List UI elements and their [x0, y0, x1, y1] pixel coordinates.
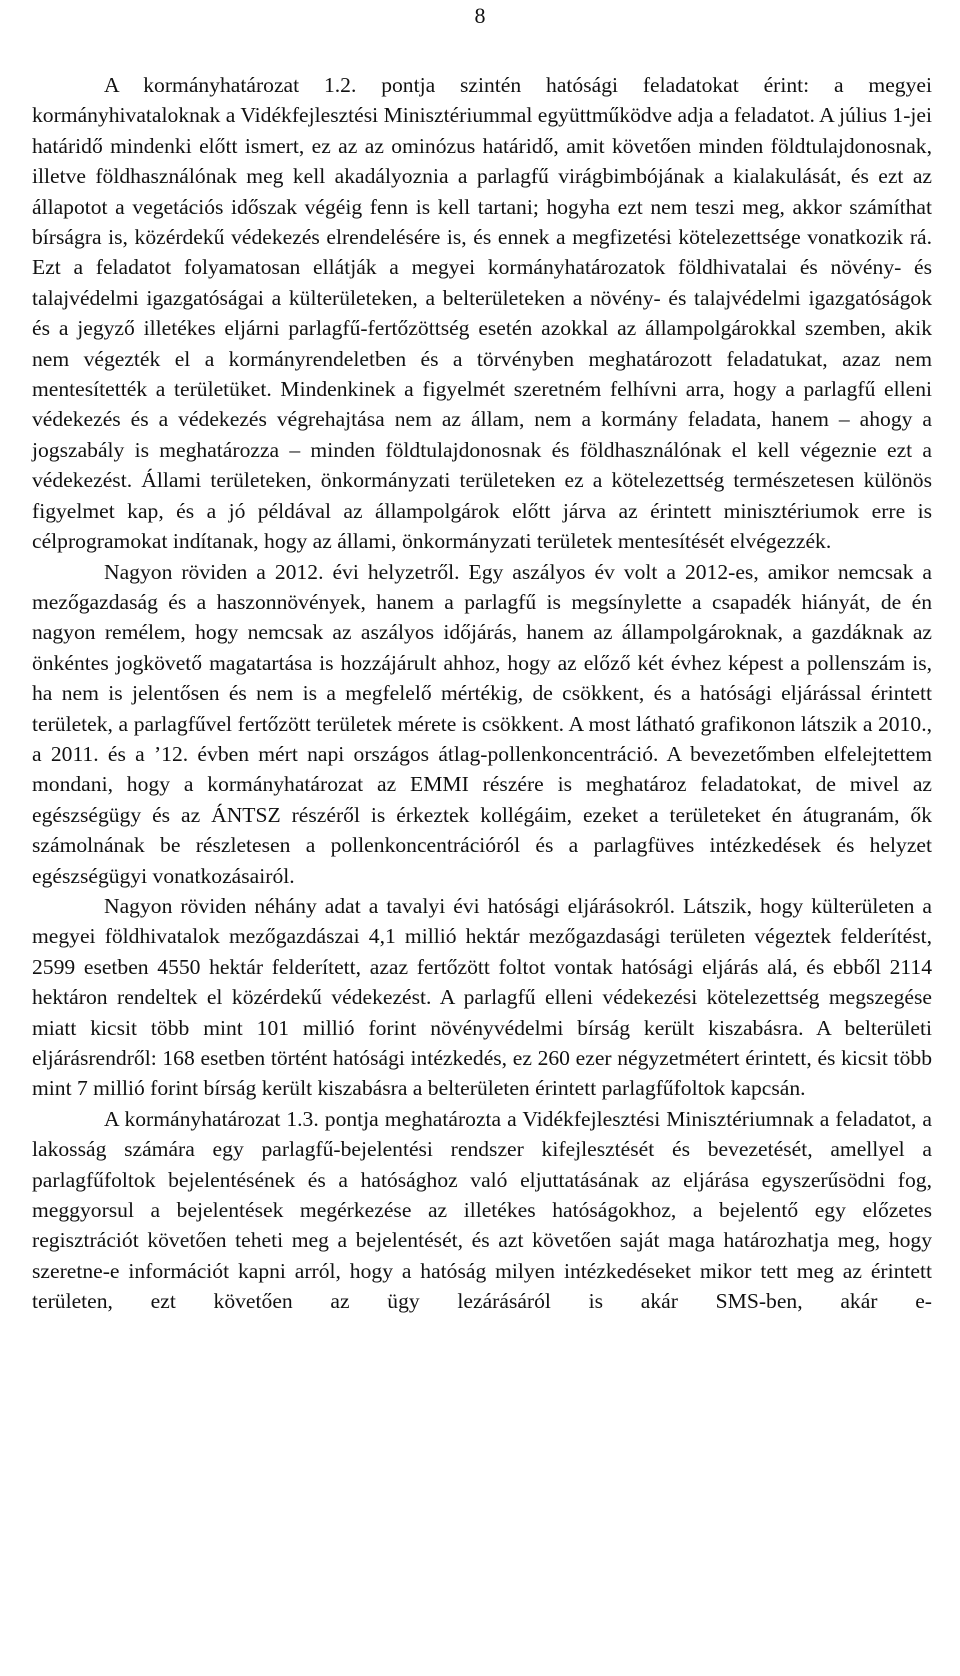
page-number: 8	[474, 3, 486, 28]
paragraph-1: A kormányhatározat 1.2. pontja szintén hatósági feladatokat érint: a megyei kormányhivataloknak a Vidékfejlesztési Minisztériummal együttműködve adja a feladatot. A július 1-jei határidő mindenki előtt ismert, ez az az ominózus határidő, amit követően minden földtulajdonosnak, illetve földhasználónak meg kell akadályoznia a parlagfű virágbimbójának a kialakulását, és ezt az állapotot a vegetációs időszak végéig fenn is kell tartani; hogyha ezt nem teszi meg, akkor számíthat bírságra is, közérdekű védekezés elrendelésére is, és ennek a megfizetési kötelezettsége vonatkozik rá. Ezt a feladatot folyamatosan ellátják a megyei kormányhatározatok földhivatalai és növény- és talajvédelmi igazgatóságai a külterületeken, a belterületeken a növény- és talajvédelmi igazgatóságok és a jegyző illetékes eljárni parlagfű-fertőzöttség esetén azokkal az állampolgárokkal szemben, akik nem végezték el a kormányrendeletben és a törvényben meghatározott feladatukat, azaz nem mentesítették a területüket. Mindenkinek a figyelmét szeretném felhívni arra, hogy a parlagfű elleni védekezés és a védekezés végrehajtása nem az állam, nem a kormány feladata, hanem – ahogy a jogszabály is meghatározza – minden földtulajdonosnak és földhasználónak el kell végeznie ezt a védekezést. Állami területeken, önkormányzati területeken ez a kötelezettség természetesen különös figyelmet kap, és a jó példával az állampolgárok előtt járva az érintett minisztériumok erre is célprogramokat indítanak, hogy az állami, önkormányzati területek mentesítését elvégezzék.	[32, 73, 932, 554]
document-body	[32, 70, 932, 1317]
paragraph-4: A kormányhatározat 1.3. pontja meghatározta a Vidékfejlesztési Minisztériumnak a feladatot, a lakosság számára egy parlagfű-bejelentési rendszer kifejlesztését és bevezetését, amellyel a parlagfűfoltok bejelentésének és a hatósághoz való eljuttatásának az eljárása egyszerűsödni fog, meggyorsul a bejelentések megérkezése az illetékes hatóságokhoz, a bejelentő egy előzetes regisztrációt követően teheti meg a bejelentését, és azt követően saját maga határozhatja meg, hogy szeretne-e információt kapni arról, hogy a hatóság milyen intézkedéseket mikor tett meg az érintett területen, ezt követően az ügy lezárásáról is akár SMS-ben, akár e-	[32, 1106, 932, 1314]
paragraph-2: Nagyon röviden a 2012. évi helyzetről. Egy aszályos év volt a 2012-es, amikor nemcsak a mezőgazdaság és a haszonnövények, hanem a parlagfű is megsínylette a csapadék hiányát, de én nagyon remélem, hogy nemcsak az aszályos időjárás, hanem az állampolgároknak, a gazdáknak az önkéntes jogkövető magatartása is hozzájárult ahhoz, hogy az előző két évhez képest a pollenszám is, ha nem is jelentősen és nem is a megfelelő mértékig, de csökkent, és a hatósági eljárással érintett területek, a parlagfűvel fertőzött területek mérete is csökkent. A most látható grafikonon látszik a 2010., a 2011. és a ’12. évben mért napi országos átlag-pollenkoncentráció. A bevezetőmben elfelejtettem mondani, hogy a kormányhatározat az EMMI részére is meghatároz feladatokat, de mivel az egészségügy és az ÁNTSZ részéről is érkeztek kollégáim, ezeket a területeket én átugranám, ők számolnának be részletesen a pollenkoncentrációról és a parlagfüves intézkedések és helyzet egészségügyi vonatkozásairól.	[32, 559, 932, 888]
paragraph-3: Nagyon röviden néhány adat a tavalyi évi hatósági eljárásokról. Látszik, hogy külterületen a megyei földhivatalok mezőgazdászai 4,1 millió hektár mezőgazdasági területen végeztek felderítést, 2599 esetben 4550 hektár felderített, azaz fertőzött foltot vontak hatósági eljárás alá, és ebből 2114 hektáron rendeltek el közérdekű védekezést. A parlagfű elleni védekezési kötelezettség megszegése miatt kicsit több mint 101 millió forint növényvédelmi bírság került kiszabásra. A belterületi eljárásrendről: 168 esetben történt hatósági intézkedés, ez 260 ezer négyzetmétert érintett, és kicsit több mint 7 millió forint bírság került kiszabásra a belterületen érintett parlagfűfoltok kapcsán.	[32, 893, 932, 1101]
